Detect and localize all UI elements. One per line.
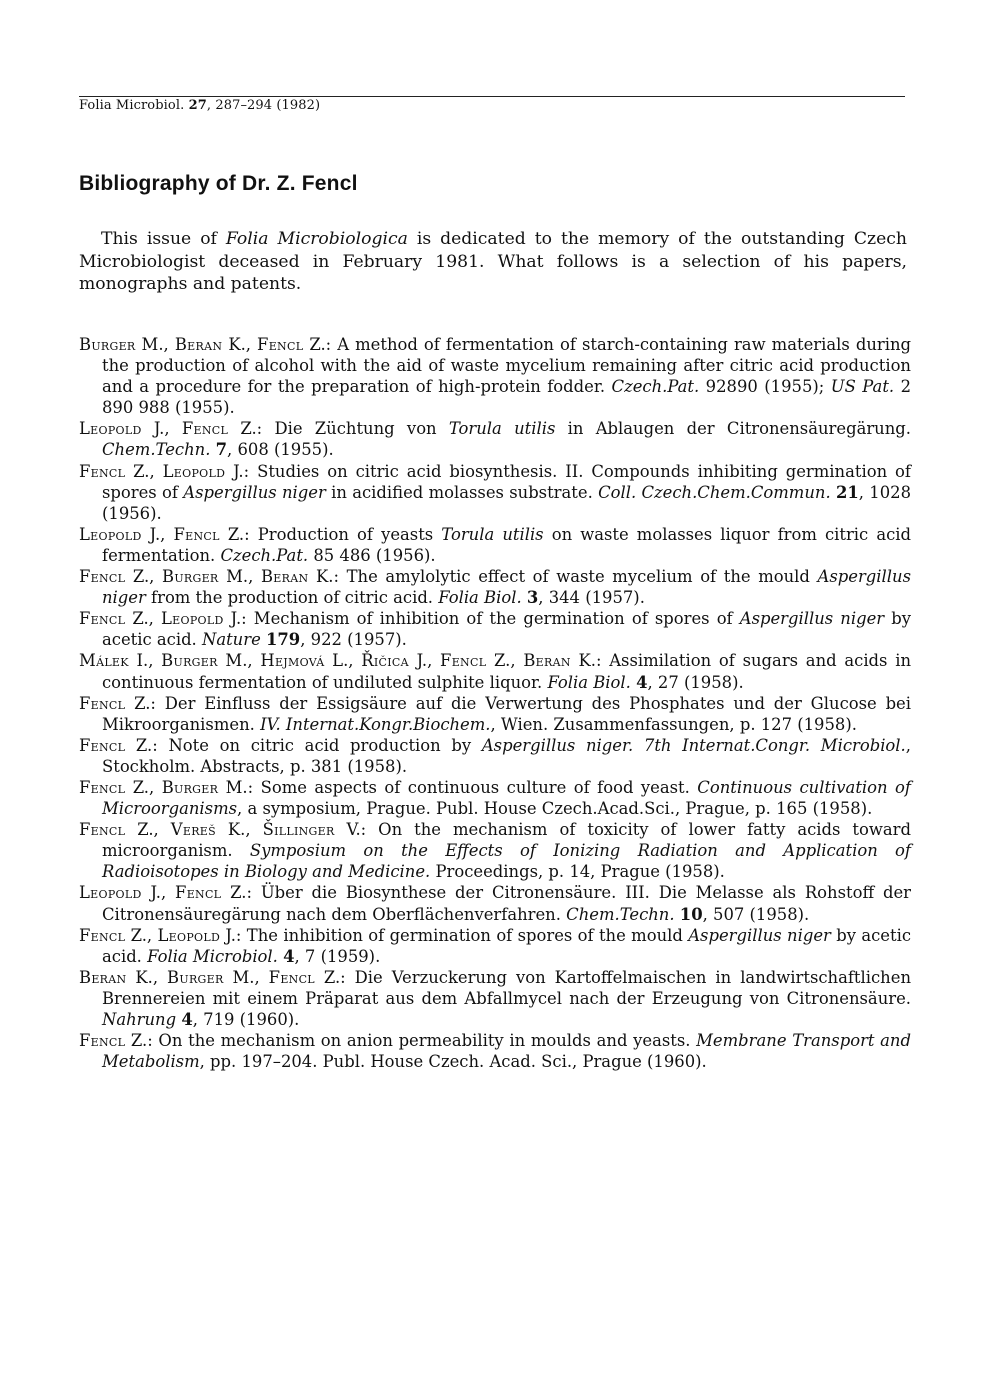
- author-name: Fencl: [79, 567, 126, 587]
- bibliography-list: [79, 334, 911, 1072]
- entry-text: , 1028 (1956).: [102, 482, 911, 523]
- author-name: Burger: [167, 967, 224, 987]
- entry-text: on waste molasses liquor from citric acid fermentation.: [102, 524, 912, 565]
- entry-text: by acetic acid.: [102, 609, 911, 650]
- author-name: Beran: [260, 567, 309, 587]
- italic-text: Torula utilis: [448, 419, 556, 439]
- entry-text: Z.,: [125, 567, 163, 587]
- italic-text: Aspergillus niger: [102, 567, 911, 608]
- bibliography-entry: [79, 524, 911, 566]
- entry-text: Z.: Note on citric acid production by: [125, 735, 482, 755]
- entry-text: M.,: [217, 651, 261, 671]
- italic-text: Folia Biol.: [547, 672, 631, 692]
- entry-text: from the production of citric acid.: [145, 588, 439, 608]
- entry-text: K.: The amylolytic effect of waste mycelium of the mould: [308, 567, 818, 587]
- author-name: Burger: [162, 567, 219, 587]
- italic-text: Aspergillus niger: [183, 482, 326, 502]
- entry-text: Z.: Production of yeasts: [219, 524, 442, 544]
- bibliography-entry: [79, 650, 911, 692]
- journal-name: Folia Microbiol.: [79, 98, 185, 113]
- header-rule: [79, 96, 905, 97]
- entry-text: Z.,: [125, 777, 162, 797]
- volume-number: 179: [266, 630, 301, 650]
- entry-text: in acidified molasses substrate.: [325, 482, 599, 502]
- author-name: Leopold: [160, 609, 224, 629]
- italic-text: Coll. Czech.Chem.Commun.: [598, 482, 831, 502]
- author-name: Fencl: [181, 419, 229, 439]
- author-name: Málek: [79, 651, 129, 671]
- entry-text: V.: On the mechanism of toxicity of lower fatty acids toward microorganism.: [102, 820, 911, 861]
- entry-text: , 7 (1959).: [294, 946, 381, 966]
- entry-text: J.,: [408, 651, 441, 671]
- entry-text: , 608 (1955).: [227, 440, 334, 460]
- italic-text: Folia Biol.: [438, 588, 522, 608]
- italic-text: Continuous cultivation of Microorganisms: [102, 777, 911, 819]
- author-name: Vereš: [170, 820, 216, 840]
- entry-text: J.: Studies on citric acid biosynthesis. II. Compounds inhibiting germination of spores of: [102, 461, 911, 502]
- bibliography-entry: [79, 925, 911, 967]
- bibliography-entry: [79, 967, 911, 1030]
- entry-text: in Ablaugen der Citronensäuregärung.: [555, 419, 911, 439]
- entry-text: , Stockholm. Abstracts, p. 381 (1958).: [102, 735, 911, 776]
- author-name: Fencl: [79, 777, 126, 797]
- entry-text: , Wien. Zusammenfassungen, p. 127 (1958).: [490, 714, 857, 734]
- entry-text: 85 486 (1956).: [308, 545, 436, 565]
- author-name: Řičica: [361, 651, 409, 671]
- volume-number: 10: [679, 904, 703, 924]
- journal-volume: 27: [188, 98, 207, 113]
- author-name: Šillinger: [262, 820, 335, 840]
- entry-text: Z.: Die Züchtung von: [228, 419, 449, 439]
- author-name: Beran: [523, 651, 571, 671]
- author-name: Fencl: [79, 1031, 126, 1051]
- author-name: Burger: [161, 777, 219, 797]
- author-name: Fencl: [440, 651, 487, 671]
- bibliography-entry: [79, 566, 911, 608]
- intro-after: is dedicated to the memory of the outstanding Czech Microbiologist deceased in February 1981. What follows is a selection of his papers, monographs and patents.: [79, 229, 907, 294]
- author-name: Beran: [174, 335, 223, 354]
- bibliography-entry: [79, 735, 911, 777]
- italic-text: Chem.Techn.: [566, 904, 675, 924]
- entry-text: Z.: Die Verzuckerung von Kartoffelmaischen in landwirtschaftlichen Brennereien mit einem Präparat aus dem Abfallmycel nach der Erzeugung von Citronensäure.: [102, 967, 911, 1008]
- page-title: Bibliography of Dr. Z. Fencl: [79, 172, 358, 195]
- italic-text: Membrane Transport and Metabolism: [102, 1031, 911, 1072]
- italic-text: Czech.Pat.: [220, 545, 309, 565]
- author-name: Fencl: [79, 609, 126, 629]
- entry-text: by acetic acid.: [102, 925, 911, 966]
- bibliography-entry: [79, 819, 911, 882]
- entry-text: K.,: [126, 967, 168, 987]
- author-name: Fencl: [79, 820, 126, 840]
- entry-text: Z.,: [125, 609, 161, 629]
- italic-text: Symposium on the Effects of Ionizing Radiation and Application of Radioisotopes in Biology and Medicine.: [102, 841, 911, 882]
- entry-text: , 27 (1958).: [647, 672, 744, 692]
- entry-text: J.: The inhibition of germination of spores of the mould: [220, 925, 689, 945]
- entry-text: I.,: [128, 651, 162, 671]
- bibliography-entry: [79, 693, 911, 735]
- intro-paragraph: [79, 228, 907, 296]
- entry-text: Z.: Über die Biosynthese der Citronensäure. III. Die Melasse als Rohstoff der Citronensäuregärung nach dem Oberflächenverfahren.: [102, 883, 911, 924]
- author-name: Fencl: [79, 461, 126, 481]
- entry-text: M.,: [135, 335, 175, 354]
- italic-text: Aspergillus niger: [739, 609, 885, 629]
- entry-text: M.,: [223, 967, 269, 987]
- author-name: Fencl: [268, 967, 315, 987]
- volume-number: 7: [215, 440, 228, 460]
- author-name: Leopold: [162, 461, 226, 481]
- entry-text: L.,: [324, 651, 362, 671]
- entry-text: Z.,: [125, 925, 158, 945]
- intro-journal: Folia Microbiologica: [225, 229, 408, 249]
- entry-text: Proceedings, p. 14, Prague (1958).: [430, 862, 725, 882]
- author-name: Leopold: [157, 925, 221, 945]
- entry-text: Z.,: [125, 820, 171, 840]
- bibliography-entry: [79, 418, 911, 460]
- entry-text: K.: Assimilation of sugars and acids in continuous fermentation of undiluted sulphite liquor.: [102, 651, 912, 692]
- author-name: Fencl: [175, 883, 222, 903]
- entry-text: J.,: [141, 524, 174, 544]
- volume-number: 4: [636, 672, 648, 692]
- entry-text: M.,: [218, 567, 261, 587]
- entry-text: Z.: On the mechanism on anion permeability in moulds and yeasts.: [125, 1031, 697, 1051]
- entry-text: , a symposium, Prague. Publ. House Czech.Acad.Sci., Prague, p. 165 (1958).: [237, 799, 873, 819]
- italic-text: IV. Internat.Kongr.Biochem.: [260, 714, 491, 734]
- entry-text: , 507 (1958).: [702, 904, 810, 924]
- author-name: Fencl: [79, 925, 126, 945]
- entry-text: Z.,: [486, 651, 524, 671]
- author-name: Beran: [79, 967, 127, 987]
- italic-text: Torula utilis: [441, 524, 544, 544]
- author-name: Leopold: [79, 883, 142, 903]
- entry-text: K.,: [222, 335, 258, 354]
- entry-text: J.: Mechanism of inhibition of the germination of spores of: [223, 609, 740, 629]
- entry-text: , 719 (1960).: [192, 1010, 300, 1029]
- entry-text: Z.: Der Einfluss der Essigsäure auf die Verwertung des Phosphates und der Glucose bei Mikroorganismen.: [102, 693, 911, 734]
- italic-text: Nature: [201, 630, 261, 650]
- bibliography-entry: [79, 608, 911, 650]
- journal-pages: 287–294 (1982): [215, 98, 321, 113]
- bibliography-entry: [79, 461, 911, 524]
- author-name: Burger: [161, 651, 218, 671]
- bibliography-entry: [79, 334, 911, 418]
- entry-text: , 344 (1957).: [538, 588, 645, 608]
- italic-text: Folia Microbiol.: [147, 946, 278, 966]
- italic-text: US Pat.: [830, 377, 895, 397]
- italic-text: Czech.Pat.: [611, 377, 700, 397]
- entry-text: K.,: [215, 820, 263, 840]
- volume-number: 4: [181, 1010, 193, 1029]
- volume-number: 3: [526, 588, 539, 608]
- author-name: Hejmová: [260, 651, 325, 671]
- entry-text: J.,: [141, 419, 182, 439]
- entry-text: M.: Some aspects of continuous culture of food yeast.: [218, 777, 698, 797]
- italic-text: Nahrung: [102, 1010, 177, 1029]
- entry-text: 2 890 988 (1955).: [102, 377, 912, 418]
- italic-text: Aspergillus niger: [688, 925, 831, 945]
- author-name: Fencl: [173, 524, 220, 544]
- italic-text: Chem.Techn.: [102, 440, 211, 460]
- entry-text: Z.: A method of fermentation of starch-containing raw materials during the production of alcohol with the aid of waste mycelium remaining after citric acid production and a procedure for the preparation of high-protein fodder.: [102, 335, 911, 397]
- author-name: Leopold: [79, 419, 142, 439]
- author-name: Leopold: [79, 524, 142, 544]
- author-name: Fencl: [79, 735, 126, 755]
- volume-number: 4: [283, 946, 295, 966]
- bibliography-entry: [79, 1030, 911, 1072]
- entry-text: J.,: [141, 883, 176, 903]
- entry-text: , pp. 197–204. Publ. House Czech. Acad. Sci., Prague (1960).: [199, 1052, 707, 1072]
- bibliography-entry: [79, 882, 911, 924]
- running-head: Folia Microbiol. 27, 287–294 (1982): [79, 98, 321, 113]
- entry-text: Z.,: [125, 461, 163, 481]
- volume-number: 21: [835, 482, 859, 502]
- italic-text: Aspergillus niger. 7th Internat.Congr. Microbiol.: [481, 735, 906, 755]
- entry-text: 92890 (1955);: [699, 377, 831, 397]
- entry-text: , 922 (1957).: [300, 630, 407, 650]
- author-name: Fencl: [79, 693, 126, 713]
- intro-before: This issue of: [101, 229, 226, 249]
- author-name: Fencl: [257, 335, 304, 354]
- bibliography-entry: [79, 777, 911, 819]
- author-name: Burger: [79, 335, 136, 354]
